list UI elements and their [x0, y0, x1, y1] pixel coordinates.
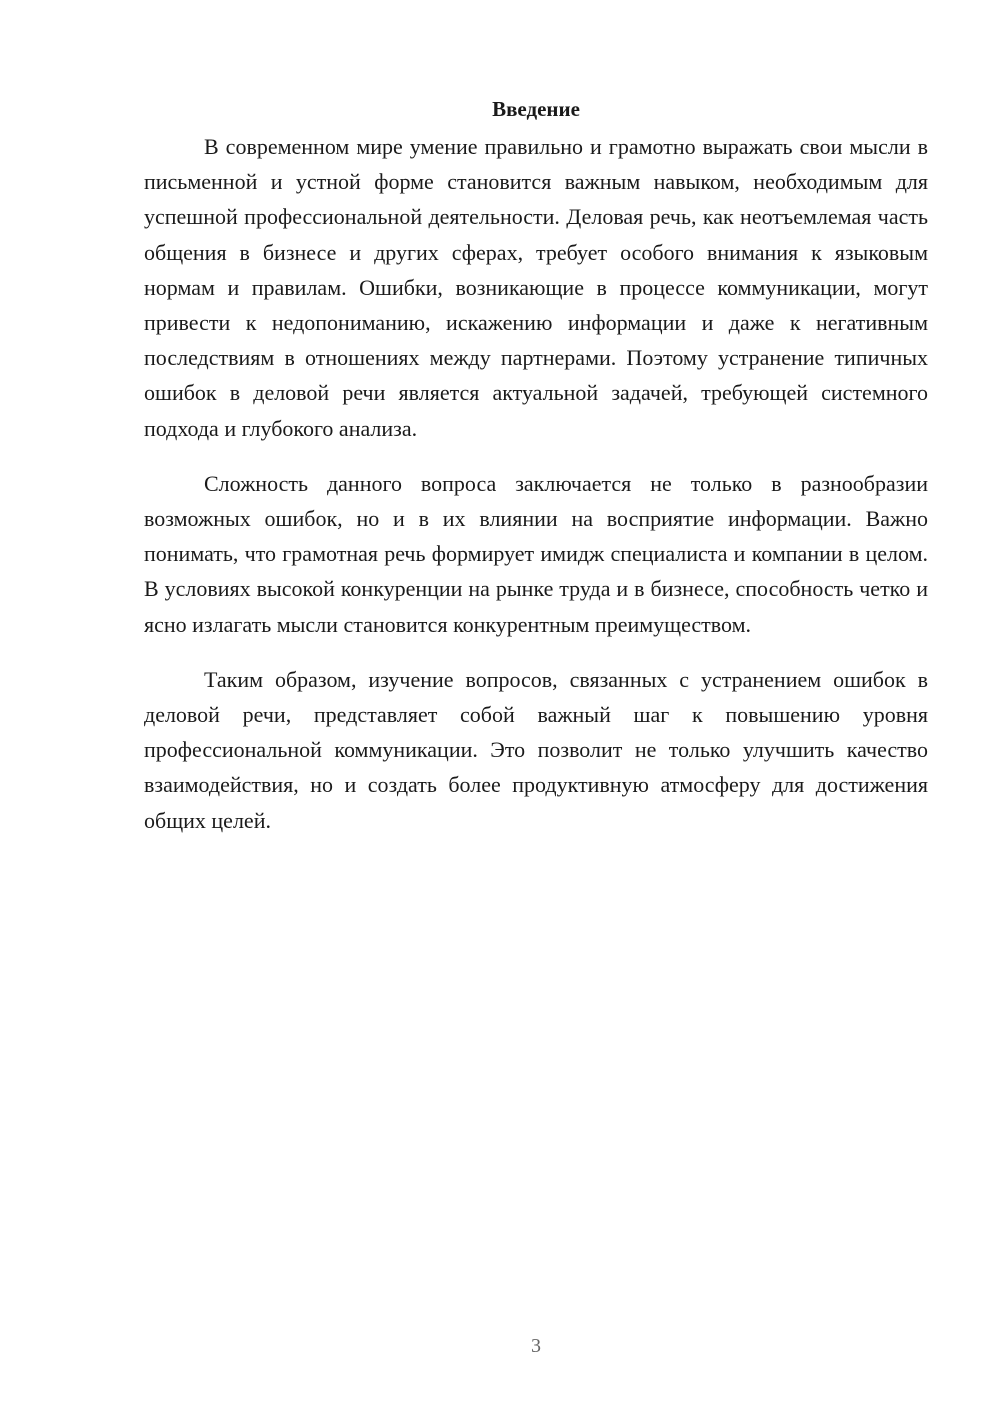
section-heading: Введение: [492, 97, 580, 121]
page-number: 3: [531, 1335, 541, 1357]
paragraph-2: Сложность данного вопроса заключается не только в разнообразии возможных ошибок, но и в их влиянии на восприятие информации. Важно понимать, что грамотная речь формирует имидж специалиста и компании в целом. В условиях высокой конкуренции на рынке труда и в бизнесе, способность четко и ясно излагать мысли становится конкурентным преимуществом.: [144, 470, 928, 637]
page-content: [144, 92, 928, 858]
paragraph-3: Таким образом, изучение вопросов, связанных с устранением ошибок в деловой речи, представляет собой важный шаг к повышению уровня профессиональной коммуникации. Это позволит не только улучшить качество взаимодействия, но и создать более продуктивную атмосферу для достижения общих целей.: [144, 666, 928, 833]
paragraph-1: В современном мире умение правильно и грамотно выражать свои мысли в письменной и устной форме становится важным навыком, необходимым для успешной профессиональной деятельности. Деловая речь, как неотъемлемая часть общения в бизнесе и других сферах, требует особого внимания к языковым нормам и правилам. Ошибки, возникающие в процессе коммуникации, могут привести к недопониманию, искажению информации и даже к негативным последствиям в отношениях между партнерами. Поэтому устранение типичных ошибок в деловой речи является актуальной задачей, требующей системного подхода и глубокого анализа.: [144, 134, 928, 441]
